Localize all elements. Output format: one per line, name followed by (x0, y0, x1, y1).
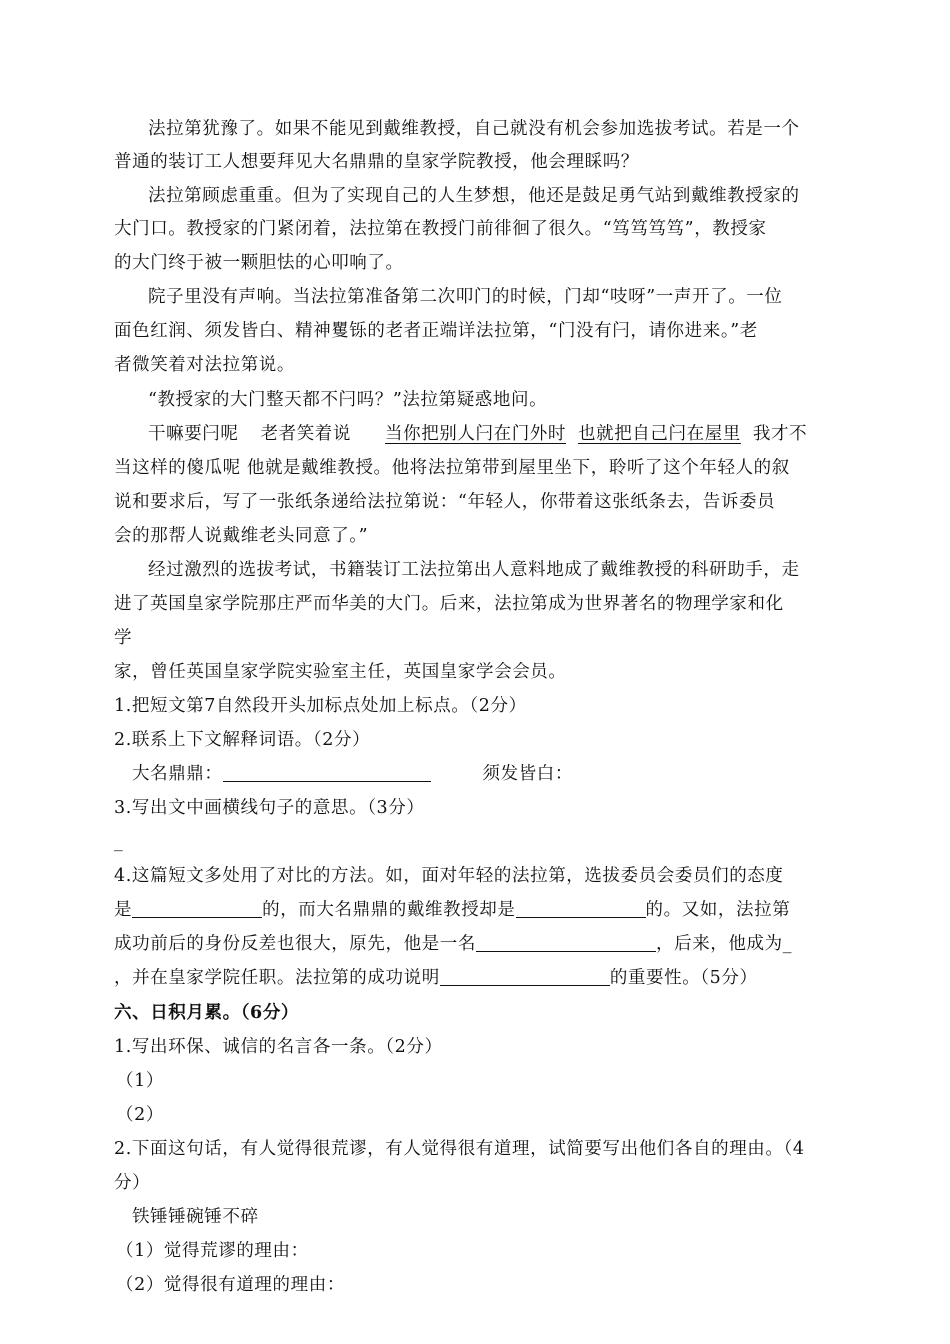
passage-line: 面色红润、须发皆白、精神矍铄的老者正端详法拉第，“门没有闩，请你进来。”老 (114, 321, 758, 341)
answer-blank[interactable] (516, 899, 646, 918)
passage-line: 学 (114, 628, 133, 648)
question-4: 4.这篇短文多处用了对比的方法。如，面对年轻的法拉第，选拔委员会委员们的态度 (114, 866, 784, 886)
answer-blank[interactable] (132, 899, 262, 918)
section-6-question-1: 1.写出环保、诚信的名言各一条。（2分） (114, 1037, 443, 1057)
question-text: 是 (114, 900, 133, 920)
passage-line: 法拉第犹豫了。如果不能见到戴维教授，自己就没有机会参加选拔考试。若是一个 (148, 119, 800, 139)
section-6-title: 六、日积月累。（6分） (114, 1003, 300, 1023)
term-label: 大名鼎鼎： (132, 764, 223, 784)
answer-blank[interactable] (476, 933, 656, 952)
passage-line: 进了英国皇家学院那庄严而华美的大门。后来，法拉第成为世界著名的物理学家和化 (114, 594, 784, 614)
question-text: ，后来，他成为_ (656, 934, 793, 954)
question-4-line (114, 931, 844, 957)
passage-line: 说和要求后，写了一张纸条递给法拉第说：“年轻人，你带着这张纸条去，告诉委员 (114, 492, 776, 512)
question-text: 的，而大名鼎鼎的戴维教授却是 (262, 900, 516, 920)
answer-blank[interactable] (440, 967, 610, 986)
passage-line: 普通的装订工人想要拜见大名鼎鼎的皇家学院教授，他会理睬吗？ (114, 152, 639, 172)
passage-line: 经过激烈的选拔考试，书籍装订工法拉第出人意料地成了戴维教授的科研助手，走 (148, 560, 800, 580)
question-2: 2.联系上下文解释词语。（2分） (114, 730, 371, 750)
question-3-answer[interactable]: _ (114, 832, 124, 852)
passage-line: 家，曾任英国皇家学院实验室主任，英国皇家学会会员。 (114, 662, 567, 682)
question-4-line (114, 897, 844, 923)
answer-item: （1） (116, 1071, 164, 1091)
question-1: 1.把短文第7自然段开头加标点处加上标点。（2分） (114, 696, 527, 716)
term-label: 须发皆白： (482, 764, 573, 784)
section-6-question-2: 2.下面这句话，有人觉得很荒谬，有人觉得很有道理，试简要写出他们各自的理由。（4 (114, 1139, 805, 1159)
dialogue-text: 我才不 (752, 424, 808, 444)
answer-item: （1）觉得荒谬的理由： (116, 1241, 309, 1261)
underlined-sentence (385, 424, 741, 444)
passage-line: 法拉第顾虑重重。但为了实现自己的人生梦想，他还是鼓足勇气站到戴维教授家的 (148, 186, 800, 206)
passage-line: 当这样的傻瓜呢 他就是戴维教授。他将法拉第带到屋里坐下，聆听了这个年轻人的叙 (114, 458, 790, 478)
passage-line: 大门口。教授家的门紧闭着，法拉第在教授门前徘徊了很久。“笃笃笃笃”，教授家 (114, 219, 767, 239)
answer-blank[interactable] (223, 763, 431, 782)
question-text: 的重要性。（5分） (609, 968, 758, 988)
question-text: 成功前后的身份反差也很大，原先，他是一名 (114, 934, 476, 954)
question-text: 的。又如，法拉第 (645, 900, 791, 920)
answer-item: （2） (116, 1105, 164, 1125)
question-2-terms (132, 761, 862, 787)
passage-line: 院子里没有声响。当法拉第准备第二次叩门的时候，门却“吱呀”一声开了。一位 (148, 287, 783, 307)
dialogue-text: 干嘛要闩呢 (148, 424, 239, 444)
underlined-text: 当你把别人闩在门外时 (385, 424, 566, 444)
dialogue-text: 老者笑着说 (260, 424, 351, 444)
section-6-question-2-cont: 分） (114, 1173, 151, 1193)
question-text: ，并在皇家学院任职。法拉第的成功说明 (114, 968, 440, 988)
answer-item: （2）觉得很有道理的理由： (116, 1275, 345, 1295)
passage-line: 的大门终于被一颗胆怯的心叩响了。 (114, 253, 404, 273)
question-3: 3.写出文中画横线句子的意思。（3分） (114, 798, 425, 818)
passage-line: 者微笑着对法拉第说。 (114, 355, 295, 375)
quoted-sentence: 铁锤锤碗锤不碎 (132, 1207, 259, 1227)
passage-line: “教授家的大门整天都不闩吗？”法拉第疑惑地问。 (148, 390, 548, 410)
underlined-text: 也就把自己闩在屋里 (578, 424, 741, 444)
passage-line: 会的那帮人说戴维老头同意了。” (114, 526, 369, 546)
question-4-line (114, 965, 844, 991)
passage-line-with-underline (148, 421, 878, 447)
